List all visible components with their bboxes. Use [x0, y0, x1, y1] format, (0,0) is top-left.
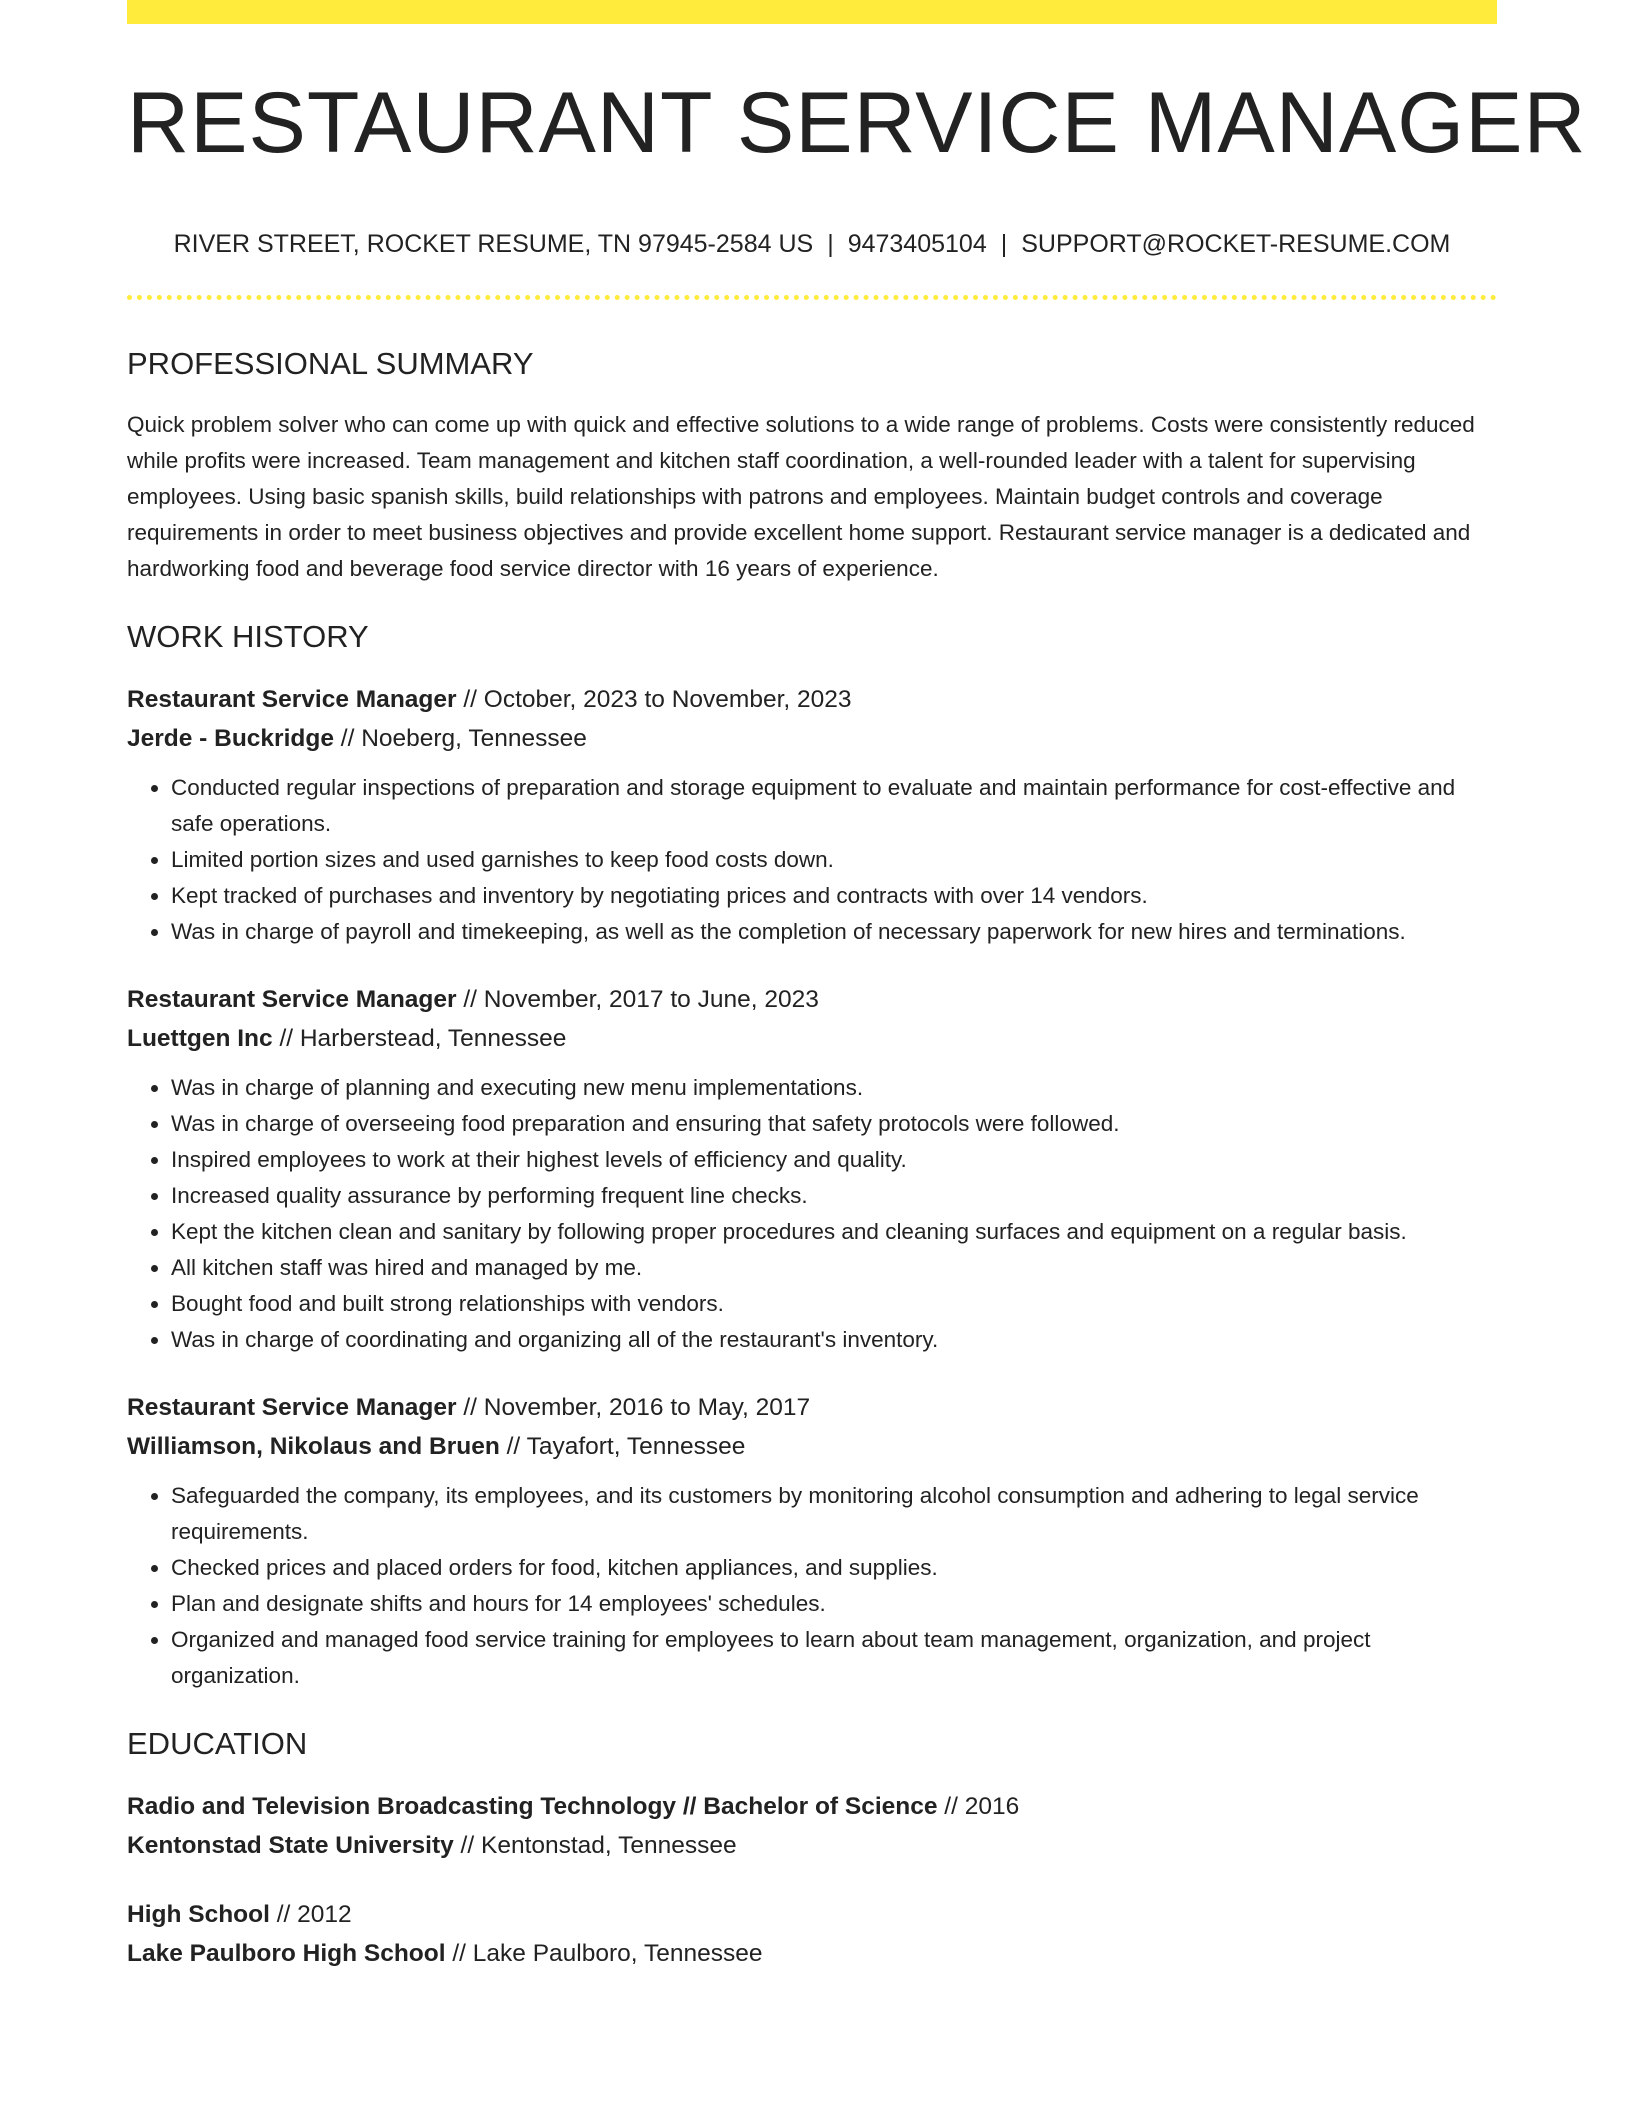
job-bullet: • Kept tracked of purchases and inventory by negotiating prices and contracts with over 14 vendors. [171, 878, 1497, 914]
job-title-line [127, 680, 1497, 719]
job-bullet: • Was in charge of payroll and timekeeping, as well as the completion of necessary paperwork for new hires and terminations. [171, 914, 1497, 950]
education-degree-line [127, 1895, 1497, 1934]
job-company: Jerde - Buckridge [127, 725, 334, 752]
education-degree: High School [127, 1901, 270, 1928]
job-bullet: • Bought food and built strong relationships with vendors. [171, 1286, 1497, 1322]
job-entry [127, 1388, 1497, 1694]
education-entry [127, 1787, 1497, 1865]
education-year: // 2016 [937, 1793, 1020, 1820]
job-dates: // November, 2017 to June, 2023 [456, 986, 819, 1013]
education-school-line [127, 1826, 1497, 1865]
job-bullet: • Was in charge of planning and executing new menu implementations. [171, 1070, 1497, 1106]
education-location: // Kentonstad, Tennessee [453, 1832, 737, 1859]
job-bullet: • Plan and designate shifts and hours for 14 employees' schedules. [171, 1586, 1497, 1622]
job-bullet: • Kept the kitchen clean and sanitary by following proper procedures and cleaning surfaces and equipment on a regular basis. [171, 1214, 1497, 1250]
contact-email: SUPPORT@ROCKET-RESUME.COM [1021, 230, 1451, 258]
job-bullet: • Was in charge of overseeing food preparation and ensuring that safety protocols were followed. [171, 1106, 1497, 1142]
contact-separator: | [827, 230, 834, 258]
resume-page [127, 0, 1587, 1973]
summary-text: Quick problem solver who can come up with quick and effective solutions to a wide range of problems. Costs were consistently reduced while profits were increased. Team management and kitchen staff coordination, a well-rounded leader with a talent for supervising employees. Using basic spanish skills, build relationships with patrons and employees. Maintain budget controls and coverage requirements in order to meet business objectives and provide excellent home support. Restaurant service manager is a dedicated and hardworking food and beverage food service director with 16 years of experience. [127, 412, 1475, 581]
job-location: // Harberstead, Tennessee [272, 1025, 567, 1052]
job-bullets [127, 1478, 1497, 1694]
job-company: Luettgen Inc [127, 1025, 273, 1052]
contact-phone: 9473405104 [847, 230, 987, 258]
education-school: Kentonstad State University [127, 1832, 454, 1859]
accent-top-bar [127, 0, 1497, 24]
job-bullet: • Safeguarded the company, its employees, and its customers by monitoring alcohol consumption and adhering to legal service requirements. [171, 1478, 1497, 1550]
job-bullet: • All kitchen staff was hired and managed by me. [171, 1250, 1497, 1286]
education-degree-line [127, 1787, 1497, 1826]
job-title-line [127, 980, 1497, 1019]
job-dates: // November, 2016 to May, 2017 [456, 1394, 811, 1421]
job-bullets [127, 1070, 1497, 1358]
education-heading: EDUCATION [127, 1726, 308, 1761]
education-school: Lake Paulboro High School [127, 1940, 446, 1967]
resume-name-title: RESTAURANT SERVICE MANAGER [127, 75, 1587, 171]
job-role: Restaurant Service Manager [127, 986, 457, 1013]
job-role: Restaurant Service Manager [127, 686, 457, 713]
work-history-heading: WORK HISTORY [127, 619, 369, 654]
job-bullet: • Increased quality assurance by performing frequent line checks. [171, 1178, 1497, 1214]
dotted-divider [127, 295, 1497, 300]
job-company: Williamson, Nikolaus and Bruen [127, 1433, 500, 1460]
job-title-line [127, 1388, 1497, 1427]
job-company-line [127, 1427, 1497, 1466]
job-bullet: • Inspired employees to work at their highest levels of efficiency and quality. [171, 1142, 1497, 1178]
job-bullet: • Limited portion sizes and used garnishes to keep food costs down. [171, 842, 1497, 878]
contact-separator: | [1000, 230, 1008, 258]
education-year: // 2012 [269, 1901, 352, 1928]
education-location: // Lake Paulboro, Tennessee [445, 1940, 763, 1967]
job-location: // Noeberg, Tennessee [333, 725, 587, 752]
job-bullet: • Organized and managed food service training for employees to learn about team management, organization, and project organization. [171, 1622, 1497, 1694]
job-bullet: • Conducted regular inspections of preparation and storage equipment to evaluate and maintain performance for cost-effective and safe operations. [171, 770, 1497, 842]
job-location: // Tayafort, Tennessee [499, 1433, 746, 1460]
job-bullet: • Checked prices and placed orders for food, kitchen appliances, and supplies. [171, 1550, 1497, 1586]
job-bullets [127, 770, 1497, 950]
education-entry [127, 1895, 1497, 1973]
job-entry [127, 680, 1497, 950]
education-school-line [127, 1934, 1497, 1973]
job-dates: // October, 2023 to November, 2023 [456, 686, 852, 713]
job-entry [127, 980, 1497, 1358]
job-role: Restaurant Service Manager [127, 1394, 457, 1421]
job-bullet: • Was in charge of coordinating and organizing all of the restaurant's inventory. [171, 1322, 1497, 1358]
contact-line [127, 232, 1497, 257]
contact-address: RIVER STREET, ROCKET RESUME, TN 97945-2584 US [173, 230, 814, 258]
education-degree: Radio and Television Broadcasting Technology // Bachelor of Science [127, 1793, 938, 1820]
summary-heading: PROFESSIONAL SUMMARY [127, 346, 534, 381]
job-company-line [127, 719, 1497, 758]
job-company-line [127, 1019, 1497, 1058]
